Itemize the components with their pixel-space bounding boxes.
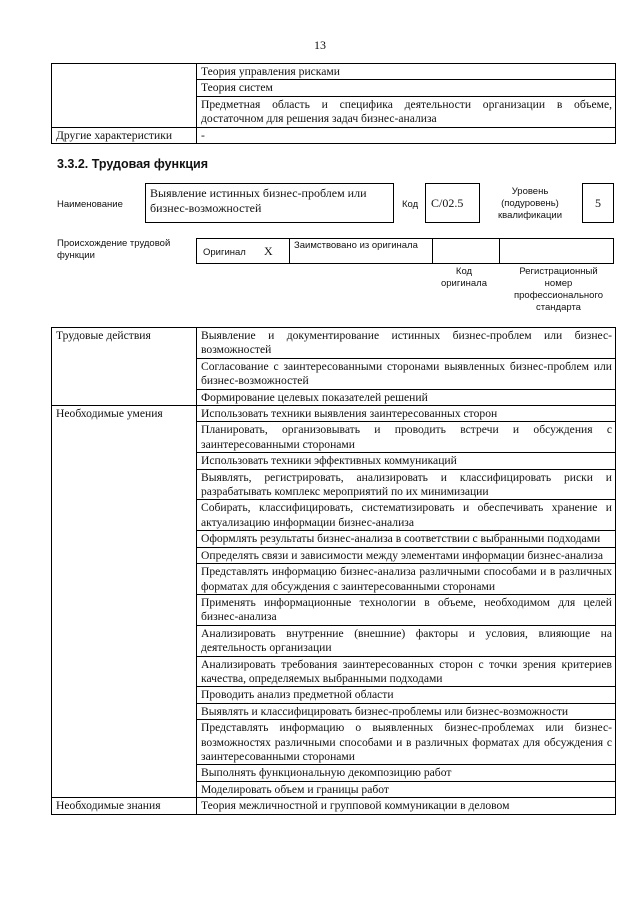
table-cell: Выполнять функциональную декомпозицию работ: [197, 765, 616, 781]
table-row: [52, 406, 616, 422]
reg-caption: Регистрационный номер профессионального стандарта: [514, 266, 603, 313]
group-label: Необходимые знания: [52, 798, 197, 814]
table-cell: Определять связи и зависимости между элементами информации бизнес-анализа: [197, 547, 616, 563]
level-value: 5: [582, 183, 614, 223]
row-label: Другие характеристики: [52, 127, 197, 143]
table-row: [52, 64, 616, 80]
table-row: [52, 328, 616, 359]
group-label: Необходимые умения: [52, 406, 197, 798]
divider: [432, 239, 433, 263]
table-cell: Теория межличностной и групповой коммуникации в деловом: [197, 798, 616, 814]
section-title: 3.3.2. Трудовая функция: [57, 157, 209, 171]
table-cell: Оформлять результаты бизнес-анализа в соответствии с выбранными подходами: [197, 531, 616, 547]
table-cell: Формирование целевых показателей решений: [197, 389, 616, 405]
original-mark: X: [264, 244, 273, 258]
borrowed-label: Заимствовано из оригинала: [294, 240, 418, 251]
origin-box: [196, 238, 500, 264]
knowledge-continuation-table: [51, 63, 616, 144]
table-cell: Теория управления рисками: [197, 64, 616, 80]
table-row: [52, 798, 616, 814]
reg-number-box: [500, 238, 614, 264]
table-cell: Выявлять, регистрировать, анализировать и классифицировать риски и разрабатывать комплекс мероприятий по их минимизации: [197, 469, 616, 500]
page-number: 13: [314, 38, 326, 52]
table-cell: Проводить анализ предметной области: [197, 687, 616, 703]
name-label: Наименование: [57, 199, 123, 210]
table-cell: Выявлять и классифицировать бизнес-проблемы или бизнес-возможности: [197, 703, 616, 719]
table-cell: Теория систем: [197, 80, 616, 96]
table-cell: Использовать техники эффективных коммуникаций: [197, 453, 616, 469]
function-code-value: C/02.5: [425, 183, 480, 223]
table-cell: Согласование с заинтересованными сторонами выявленных бизнес-проблем или бизнес-возможностей: [197, 358, 616, 389]
code-label: Код: [402, 199, 419, 210]
table-cell: Выявление и документирование истинных бизнес-проблем или бизнес-возможностей: [197, 328, 616, 359]
table-cell: Моделировать объем и границы работ: [197, 781, 616, 797]
table-cell: Представлять информацию о выявленных бизнес-проблемах или бизнес-возможностях различными способами и в различных форматах для обсуждения с заинтересованными сторонами: [197, 720, 616, 765]
function-name-value: Выявление истинных бизнес-проблем или бизнес-возможностей: [145, 183, 394, 223]
divider: [289, 239, 290, 263]
group-label: Трудовые действия: [52, 328, 197, 406]
table-cell: -: [197, 127, 616, 143]
code-caption: Код оригинала: [440, 266, 487, 289]
table-cell: Предметная область и специфика деятельности организации в объеме, достаточном для решения задач бизнес-анализа: [197, 96, 616, 127]
origin-label: Происхождение трудовой функции: [57, 238, 171, 261]
table-cell: Собирать, классифицировать, систематизировать и обеспечивать хранение и актуализацию информации бизнес-анализа: [197, 500, 616, 531]
original-label: Оригинал: [203, 247, 246, 258]
table-cell: Анализировать требования заинтересованных сторон с точки зрения критериев качества, определяемых выбранными подходами: [197, 656, 616, 687]
level-label: Уровень (подуровень) квалификации: [497, 186, 563, 221]
table-cell: Анализировать внутренние (внешние) факторы и условия, влияющие на деятельность организации: [197, 625, 616, 656]
table-row: [52, 127, 616, 143]
row-label: [52, 64, 197, 128]
table-cell: Использовать техники выявления заинтересованных сторон: [197, 406, 616, 422]
table-cell: Применять информационные технологии в объеме, необходимом для целей бизнес-анализа: [197, 594, 616, 625]
table-cell: Планировать, организовывать и проводить встречи и обсуждения с заинтересованными сторонами: [197, 422, 616, 453]
table-cell: Представлять информацию бизнес-анализа различными способами и в различных форматах для обсуждения с заинтересованными сторонами: [197, 564, 616, 595]
labor-function-table: [51, 327, 616, 815]
